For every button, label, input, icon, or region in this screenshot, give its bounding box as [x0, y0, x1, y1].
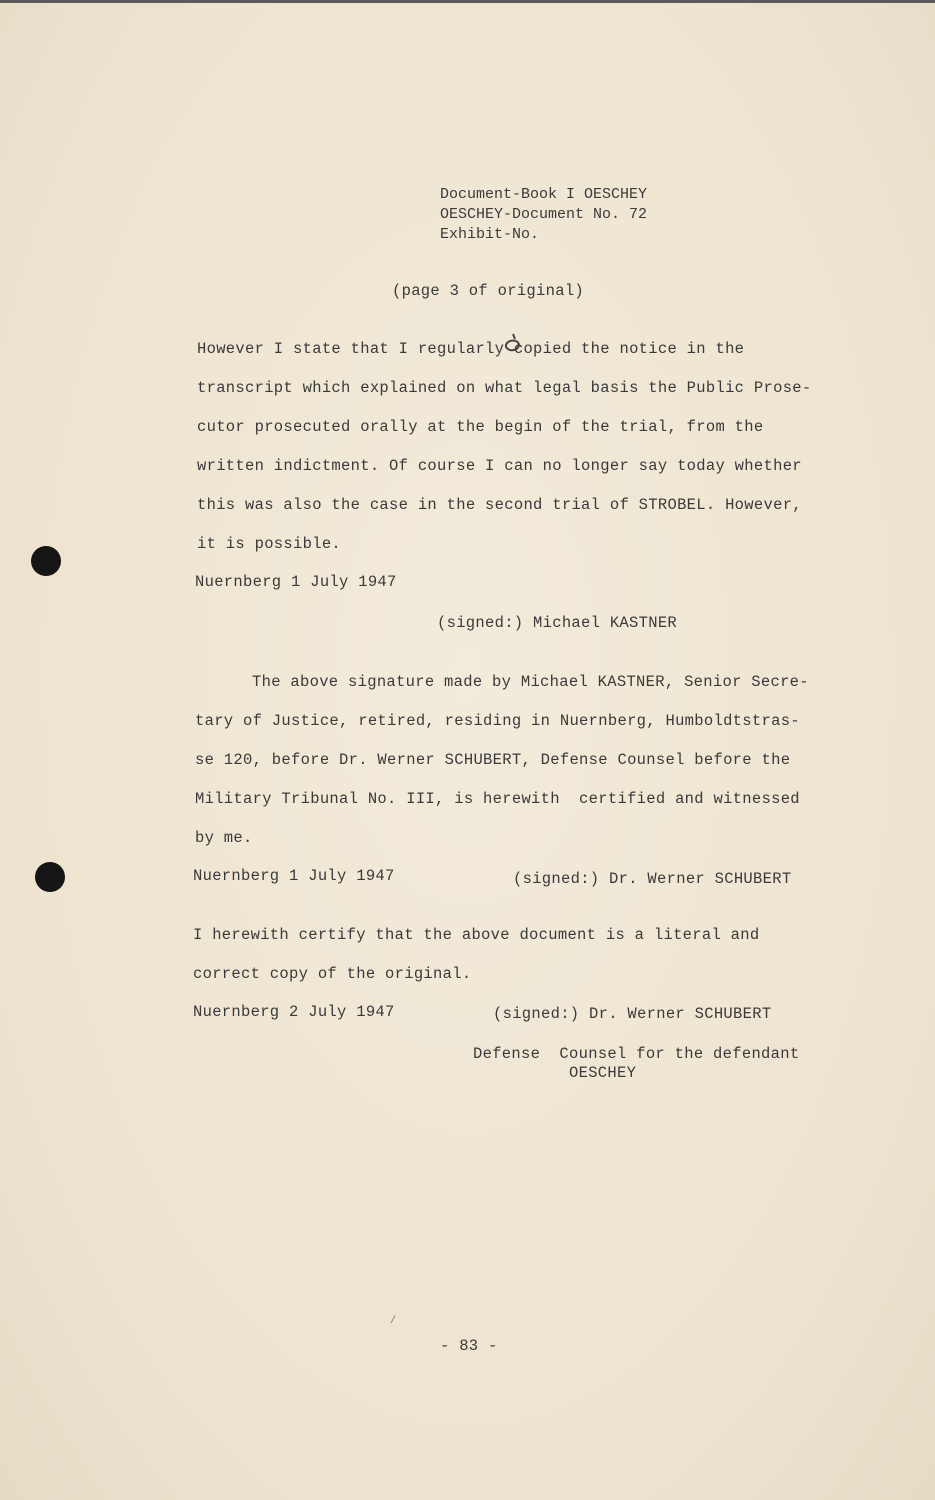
- paragraph-line: However I state that I regularly copied the notice in the: [197, 340, 745, 358]
- place-date-line: Nuernberg 2 July 1947: [193, 1003, 395, 1021]
- paragraph-line: tary of Justice, retired, residing in Nuernberg, Humboldtstras-: [195, 712, 800, 730]
- page-note: (page 3 of original): [392, 282, 585, 300]
- paragraph-line: The above signature made by Michael KASTNER, Senior Secre-: [252, 673, 809, 691]
- statement-paragraph: [197, 340, 812, 574]
- paragraph-line: correct copy of the original.: [193, 965, 472, 983]
- stray-mark: /: [390, 1316, 397, 1327]
- paragraph-line: cutor prosecuted orally at the begin of the trial, from the: [197, 418, 764, 436]
- place-date-line: Nuernberg 1 July 1947: [193, 867, 395, 885]
- paragraph-line: by me.: [195, 829, 253, 847]
- paragraph-line: it is possible.: [197, 535, 342, 553]
- page-top-edge: [0, 0, 935, 3]
- copy-certification-paragraph: [193, 926, 760, 1004]
- document-header: [440, 185, 647, 245]
- punch-hole: [35, 862, 65, 892]
- header-exhibit-number: Exhibit-No.: [440, 226, 540, 243]
- paragraph-line: this was also the case in the second trial of STROBEL. However,: [197, 496, 802, 514]
- defendant-name: OESCHEY: [569, 1064, 637, 1082]
- place-date-line: Nuernberg 1 July 1947: [195, 573, 397, 591]
- counsel-title: Defense Counsel for the defendant: [473, 1045, 800, 1063]
- signature-line: (signed:) Dr. Werner SCHUBERT: [513, 870, 792, 888]
- paragraph-line: I herewith certify that the above document is a literal and: [193, 926, 760, 944]
- paragraph-line: Military Tribunal No. III, is herewith certified and witnessed: [195, 790, 800, 808]
- page-number: - 83 -: [440, 1337, 498, 1355]
- signature-line: (signed:) Dr. Werner SCHUBERT: [493, 1005, 772, 1023]
- signature-line: (signed:) Michael KASTNER: [437, 614, 678, 632]
- paragraph-line: se 120, before Dr. Werner SCHUBERT, Defense Counsel before the: [195, 751, 791, 769]
- paragraph-line: transcript which explained on what legal basis the Public Prose-: [197, 379, 812, 397]
- header-document-book: Document-Book I OESCHEY: [440, 186, 648, 203]
- paragraph-line: written indictment. Of course I can no longer say today whether: [197, 457, 802, 475]
- header-document-number: OESCHEY-Document No. 72: [440, 206, 648, 223]
- punch-hole: [31, 546, 61, 576]
- certification-paragraph: [195, 673, 809, 868]
